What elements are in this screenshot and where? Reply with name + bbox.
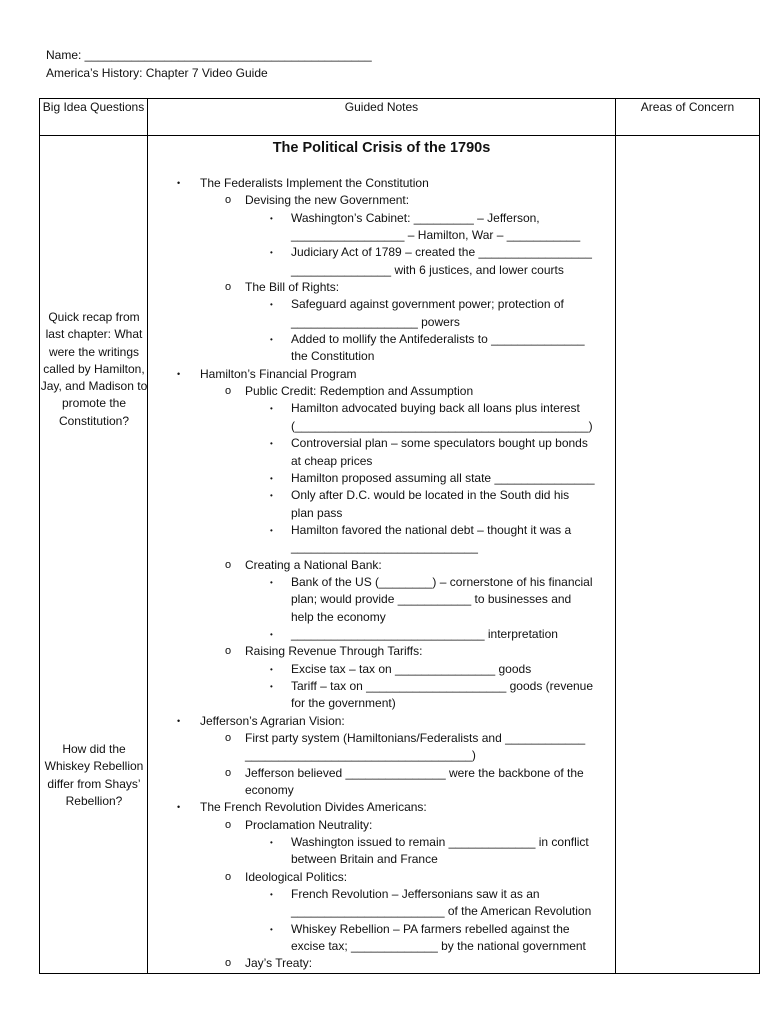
note-line	[148, 418, 615, 435]
note-line	[148, 955, 615, 972]
small-bullet-dot-icon: •	[270, 664, 273, 674]
note-line	[148, 765, 615, 782]
note-line	[148, 505, 615, 522]
small-bullet-dot-icon: •	[270, 335, 273, 345]
note-line	[148, 383, 615, 400]
note-text: ____________________________	[291, 540, 478, 555]
hollow-circle-icon: o	[225, 645, 232, 658]
note-line	[148, 574, 615, 591]
note-line	[148, 903, 615, 920]
note-line	[148, 227, 615, 244]
small-bullet-dot-icon: •	[270, 924, 273, 934]
note-line	[148, 279, 615, 296]
note-line	[148, 296, 615, 313]
note-line	[148, 817, 615, 834]
note-text: Bank of the US (________) – cornerstone of his financial	[291, 574, 593, 589]
document-title: America’s History: Chapter 7 Video Guide	[46, 66, 268, 80]
note-text: excise tax; _____________ by the national government	[291, 939, 586, 954]
note-text: _______________ with 6 justices, and lower courts	[291, 262, 564, 277]
video-guide-table	[39, 98, 760, 974]
column-header-areas-of-concern: Areas of Concern	[616, 99, 760, 136]
small-bullet-dot-icon: •	[270, 404, 273, 414]
hollow-circle-icon: o	[225, 558, 232, 571]
bullet-dot-icon: •	[177, 368, 181, 379]
note-text: Hamilton proposed assuming all state _______________	[291, 470, 595, 485]
note-text: Public Credit: Redemption and Assumption	[245, 384, 474, 399]
note-line	[148, 400, 615, 417]
note-line	[148, 557, 615, 574]
note-text: Hamilton’s Financial Program	[200, 366, 357, 381]
note-text: Safeguard against government power; protection of	[291, 297, 564, 312]
table-body-row	[40, 136, 760, 974]
note-line	[148, 938, 615, 955]
section-title: The Political Crisis of the 1790s	[272, 140, 491, 156]
note-line	[148, 851, 615, 868]
note-text: for the government)	[291, 696, 396, 711]
note-line	[148, 661, 615, 678]
note-line	[148, 262, 615, 279]
note-line	[148, 713, 615, 730]
note-text: Proclamation Neutrality:	[245, 817, 373, 832]
notes-outline	[148, 175, 615, 973]
note-text: Added to mollify the Antifederalists to ______________	[291, 332, 585, 347]
small-bullet-dot-icon: •	[270, 300, 273, 310]
note-line	[148, 626, 615, 643]
note-text: plan; would provide ___________ to businesses and	[291, 592, 572, 607]
bullet-dot-icon: •	[177, 715, 181, 726]
note-text: (____________________________________________)	[291, 418, 593, 433]
note-line	[148, 678, 615, 695]
bullet-dot-icon: •	[177, 178, 181, 188]
note-text: plan pass	[291, 505, 343, 520]
note-line	[148, 921, 615, 938]
note-text: The French Revolution Divides Americans:	[200, 800, 427, 815]
note-line	[148, 192, 615, 209]
small-bullet-dot-icon: •	[270, 248, 273, 258]
small-bullet-dot-icon: •	[270, 838, 273, 848]
hollow-circle-icon: o	[225, 766, 232, 779]
note-text: the Constitution	[291, 349, 375, 364]
small-bullet-dot-icon: •	[270, 890, 273, 900]
note-line	[148, 591, 615, 608]
note-line	[148, 782, 615, 799]
note-text: Only after D.C. would be located in the South did his	[291, 488, 570, 503]
areas-of-concern-cell	[616, 136, 760, 974]
note-line	[148, 244, 615, 261]
note-text: Excise tax – tax on _______________ goods	[291, 661, 532, 676]
note-text: First party system (Hamiltonians/Federalists and ____________	[245, 731, 586, 745]
note-text: The Federalists Implement the Constitution	[200, 176, 429, 190]
big-idea-questions-cell	[40, 136, 148, 974]
note-text: Jefferson believed _______________ were the backbone of the	[245, 765, 584, 780]
note-text: between Britain and France	[291, 852, 438, 867]
name-field-line: Name: ___________________________________________	[46, 48, 372, 62]
note-line	[148, 348, 615, 365]
note-text: Controversial plan – some speculators bought up bonds	[291, 436, 588, 451]
small-bullet-dot-icon: •	[270, 439, 273, 449]
note-line	[148, 539, 615, 556]
note-line	[148, 435, 615, 452]
note-line	[148, 609, 615, 626]
bullet-dot-icon: •	[177, 802, 181, 813]
note-text: Tariff – tax on _____________________ goods (revenue	[291, 678, 594, 693]
note-text: _______________________ of the American Revolution	[291, 904, 592, 919]
hollow-circle-icon: o	[225, 870, 232, 883]
column-header-big-idea: Big Idea Questions	[40, 99, 148, 136]
big-idea-question: Quick recap from last chapter: What were the writings called by Hamilton, Jay, and Madison to promote the Constitution?	[40, 310, 148, 428]
note-line	[148, 886, 615, 903]
small-bullet-dot-icon: •	[270, 577, 273, 587]
note-text: economy	[245, 783, 294, 798]
note-text: Jefferson’s Agrarian Vision:	[200, 713, 345, 728]
hollow-circle-icon: o	[225, 194, 232, 207]
note-text: _____________________________ interpretation	[291, 626, 558, 641]
note-line	[148, 175, 615, 192]
note-line	[148, 522, 615, 539]
table-header-row	[40, 99, 760, 136]
note-line	[148, 799, 615, 816]
note-text: help the economy	[291, 609, 386, 624]
note-line	[148, 210, 615, 227]
note-line	[148, 314, 615, 331]
hollow-circle-icon: o	[225, 385, 232, 398]
note-line	[148, 470, 615, 487]
note-line	[148, 730, 615, 747]
note-text: _________________ – Hamilton, War – ___________	[291, 228, 581, 243]
note-text: The Bill of Rights:	[245, 280, 340, 295]
note-text: Jay’s Treaty:	[245, 956, 313, 971]
note-line	[148, 747, 615, 764]
guided-notes-cell	[148, 136, 616, 974]
note-text: Ideological Politics:	[245, 869, 348, 884]
note-line	[148, 695, 615, 712]
note-line	[148, 453, 615, 470]
small-bullet-dot-icon: •	[270, 473, 273, 483]
note-text: Raising Revenue Through Tariffs:	[245, 644, 423, 659]
note-line	[148, 643, 615, 660]
note-text: ___________________ powers	[291, 314, 460, 329]
hollow-circle-icon: o	[225, 818, 232, 831]
column-header-guided-notes: Guided Notes	[148, 99, 616, 136]
note-text: Devising the new Government:	[245, 193, 410, 208]
small-bullet-dot-icon: •	[270, 681, 273, 691]
note-line	[148, 331, 615, 348]
small-bullet-dot-icon: •	[270, 629, 273, 639]
hollow-circle-icon: o	[225, 957, 232, 970]
note-text: French Revolution – Jeffersonians saw it as an	[291, 887, 540, 902]
hollow-circle-icon: o	[225, 281, 232, 294]
note-line	[148, 869, 615, 886]
note-text: at cheap prices	[291, 453, 373, 468]
note-text: Hamilton advocated buying back all loans plus interest	[291, 401, 580, 416]
note-text: Hamilton favored the national debt – thought it was a	[291, 522, 572, 537]
note-line	[148, 834, 615, 851]
hollow-circle-icon: o	[225, 732, 232, 744]
note-text: Judiciary Act of 1789 – created the _________________	[291, 245, 592, 260]
note-text: __________________________________)	[245, 748, 476, 763]
note-text: Washington issued to remain _____________ in conflict	[291, 835, 589, 850]
note-text: Creating a National Bank:	[245, 557, 382, 572]
small-bullet-dot-icon: •	[270, 491, 273, 501]
note-text: Washington’s Cabinet: _________ – Jefferson,	[291, 210, 540, 225]
note-text: Whiskey Rebellion – PA farmers rebelled against the	[291, 921, 570, 936]
small-bullet-dot-icon: •	[270, 213, 273, 223]
small-bullet-dot-icon: •	[270, 525, 273, 535]
note-line	[148, 366, 615, 383]
note-line	[148, 487, 615, 504]
big-idea-question: How did the Whiskey Rebellion differ from Shays’ Rebellion?	[44, 742, 144, 808]
